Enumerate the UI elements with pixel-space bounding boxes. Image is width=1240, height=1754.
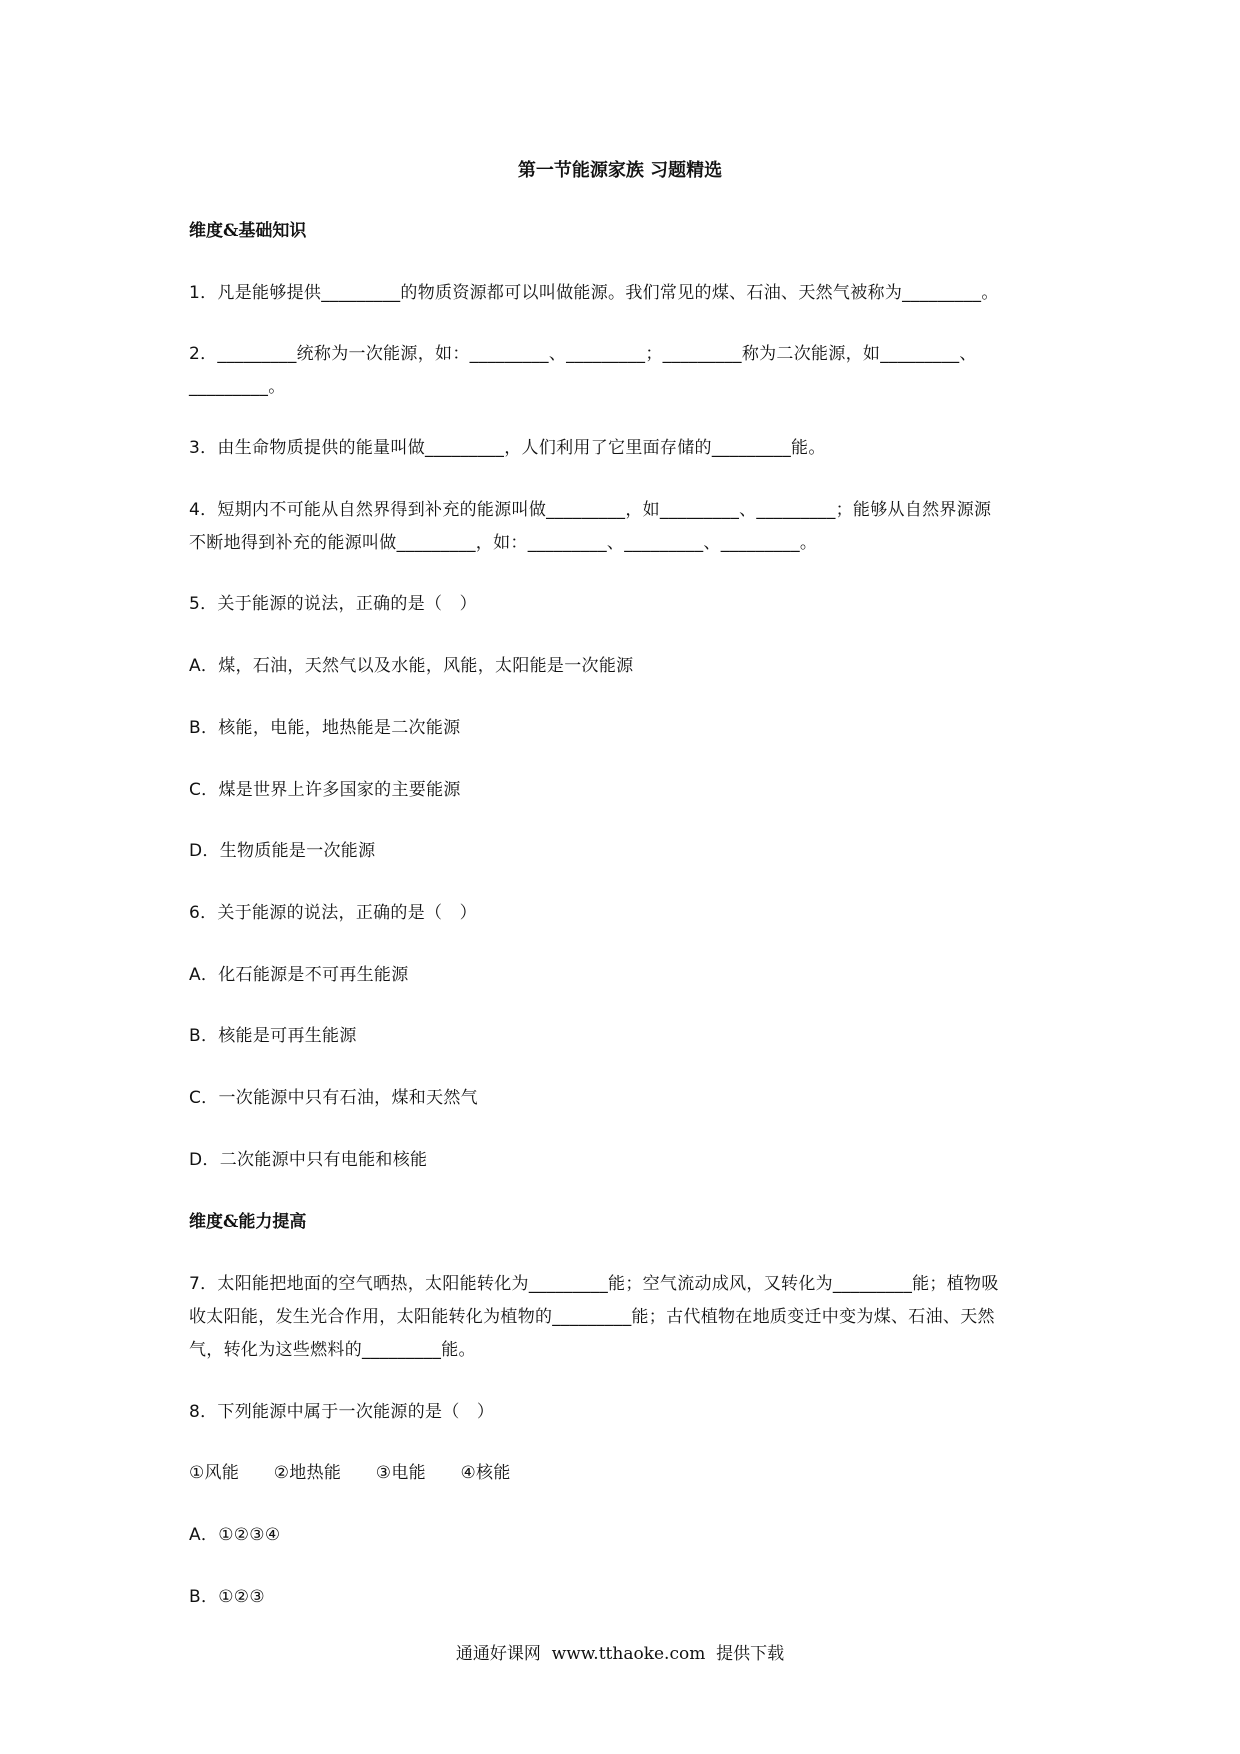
document-title: 第一节能源家族 习题精选 (517, 160, 723, 181)
question-7-line-3: 气，转化为这些燃料的_________能。 (189, 1340, 476, 1360)
question-5-option-a: A．煤，石油，天然气以及水能，风能，太阳能是一次能源 (189, 656, 634, 676)
section-heading-advanced: 维度&能力提高 (189, 1212, 307, 1232)
question-5-option-d: D．生物质能是一次能源 (189, 841, 376, 861)
question-6-option-c: C．一次能源中只有石油，煤和天然气 (189, 1088, 478, 1108)
question-5-option-b: B．核能，电能，地热能是二次能源 (189, 718, 461, 738)
question-5-stem: 5．关于能源的说法，正确的是（ ） (189, 594, 477, 614)
question-6-option-d: D．二次能源中只有电能和核能 (189, 1150, 428, 1170)
question-2-line-1: 2．_________统称为一次能源，如：_________、_________；_________称为二次能源，如_________、 (189, 344, 977, 364)
question-4-line-1: 4．短期内不可能从自然界得到补充的能源叫做_________，如_________、_________；能够从自然界源源 (189, 500, 992, 520)
question-3-line: 3．由生命物质提供的能量叫做_________，人们利用了它里面存储的_________能。 (189, 438, 826, 458)
question-2-line-2: _________。 (189, 377, 286, 397)
question-8-items: ①风能 ②地热能 ③电能 ④核能 (189, 1463, 511, 1483)
question-8-stem: 8．下列能源中属于一次能源的是（ ） (189, 1402, 495, 1422)
question-6-option-a: A．化石能源是不可再生能源 (189, 965, 409, 985)
question-8-option-a: A．①②③④ (189, 1525, 281, 1545)
question-1-line: 1．凡是能够提供_________的物质资源都可以叫做能源。我们常见的煤、石油、天然气被称为_________。 (189, 283, 999, 303)
section-heading-basic: 维度&基础知识 (189, 221, 307, 241)
page-footer: 通通好课网 www.tthaoke.com 提供下载 (455, 1644, 785, 1664)
question-5-option-c: C．煤是世界上许多国家的主要能源 (189, 780, 461, 800)
question-6-stem: 6．关于能源的说法，正确的是（ ） (189, 903, 477, 923)
question-6-option-b: B．核能是可再生能源 (189, 1026, 357, 1046)
question-8-option-b: B．①②③ (189, 1587, 265, 1607)
question-4-line-2: 不断地得到补充的能源叫做_________，如：_________、_________、_________。 (189, 533, 818, 553)
question-7-line-2: 收太阳能，发生光合作用，太阳能转化为植物的_________能；古代植物在地质变迁中变为煤、石油、天然 (189, 1307, 995, 1327)
question-7-line-1: 7．太阳能把地面的空气晒热，太阳能转化为_________能；空气流动成风，又转化为_________能；植物吸 (189, 1274, 999, 1294)
